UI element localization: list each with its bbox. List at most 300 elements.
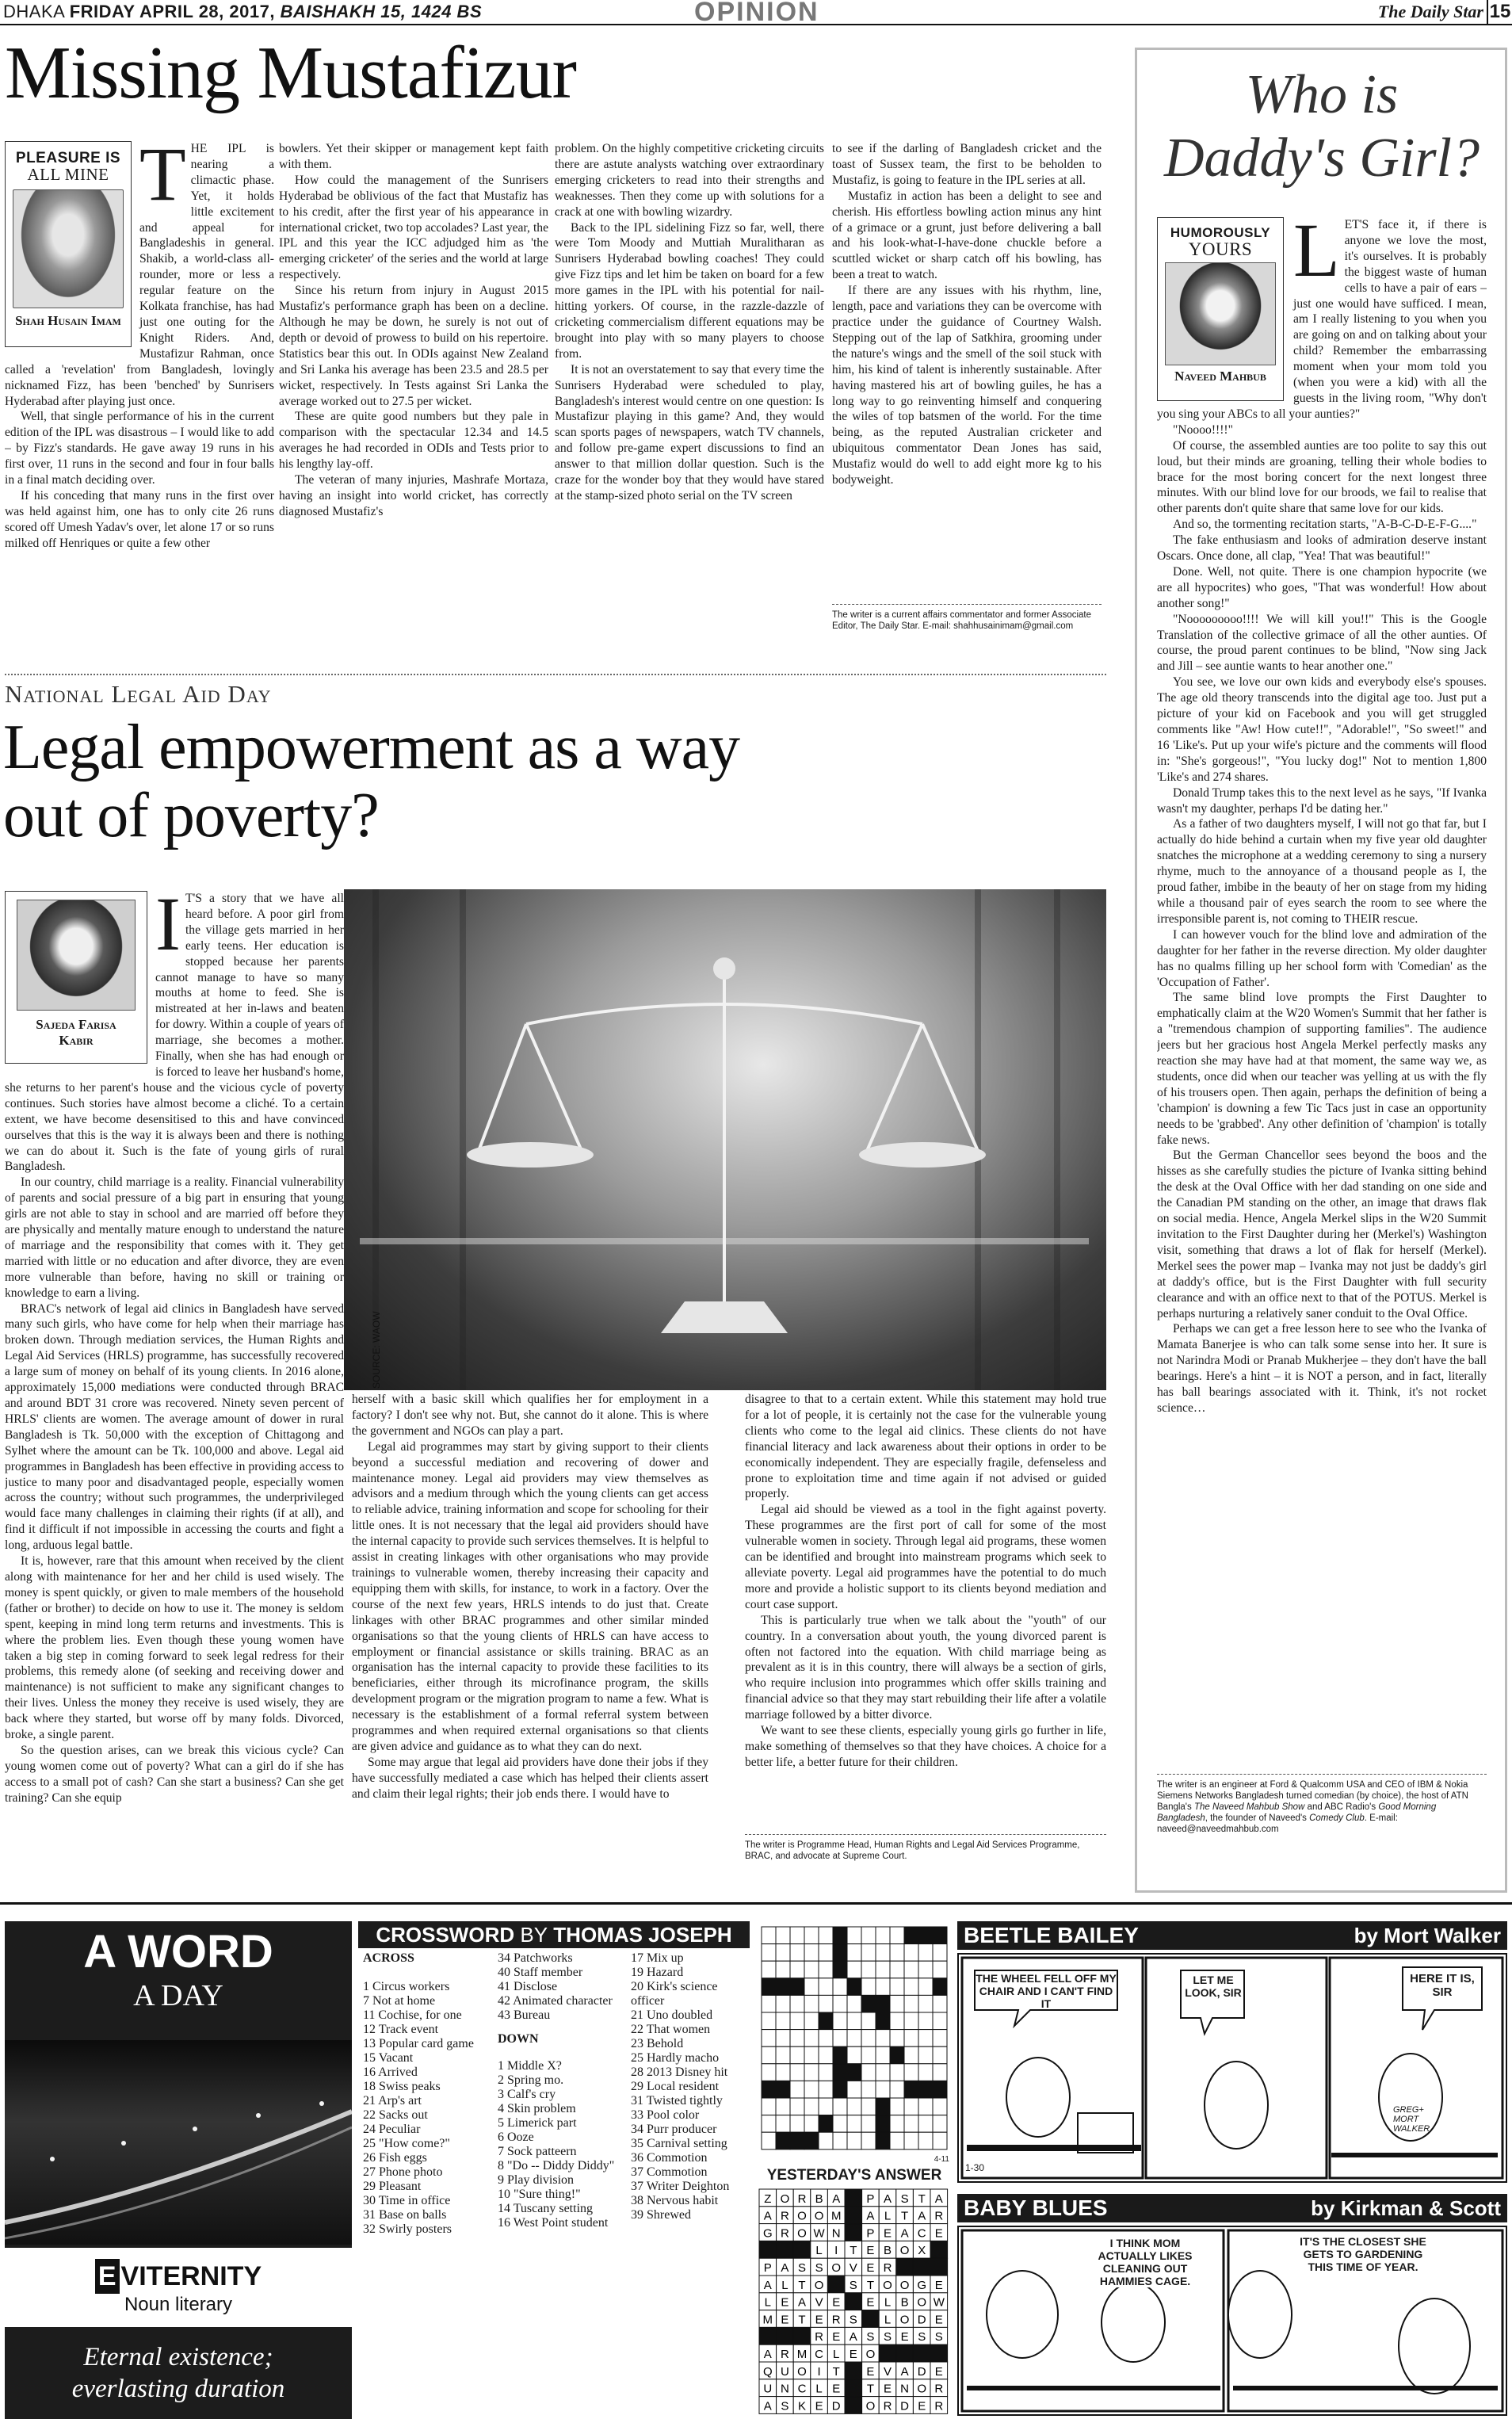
grid-cell[interactable] [904, 2064, 918, 2081]
column-tag: PLEASURE IS [15, 150, 121, 166]
answer-letter: A [900, 2364, 909, 2379]
grid-cell[interactable] [833, 1944, 847, 1962]
crossword-col3 [631, 1951, 750, 2222]
answer-letter: T [850, 2244, 857, 2258]
paragraph: The fake enthusiasm and looks of admiration deserve instant Oscars. Once done, all clap, "Yea! That was beautiful!" [1157, 533, 1487, 564]
grid-cell[interactable] [890, 1927, 904, 1944]
crossword-clue: 13 Popular card game [363, 2037, 474, 2050]
answer-letter: O [814, 2209, 824, 2223]
answer-letter: O [814, 2278, 824, 2292]
paragraph: This is particularly true when we talk about the "youth" of our country. In a conversation about youth, the young divorced parent is often not factored into the equation. With child marriage being as prevalent as it is in this country, there will always be a section of girls, who require inclusion into programmes which offer skills training and financial advice so that they may start rebuilding their life after a volatile marriage followed by a bitter divorce. [745, 1613, 1106, 1722]
grid-cell[interactable] [762, 1978, 776, 1996]
answer-cell [759, 2327, 777, 2344]
grid-cell[interactable] [804, 2098, 819, 2115]
crossword-author: THOMAS JOSEPH [553, 1923, 732, 1947]
grid-cell[interactable] [861, 2012, 876, 2030]
crossword-clue: 31 Base on balls [363, 2208, 447, 2222]
grid-cell[interactable] [876, 1944, 890, 1962]
grid-cell[interactable] [790, 2012, 804, 2030]
grid-cell[interactable] [819, 2132, 833, 2150]
grid-cell[interactable] [833, 2064, 847, 2081]
grid-cell[interactable] [790, 2064, 804, 2081]
grid-cell[interactable] [876, 2115, 890, 2133]
grid-cell[interactable] [804, 1944, 819, 1962]
grid-cell[interactable] [876, 2046, 890, 2064]
grid-cell[interactable] [933, 2081, 947, 2098]
grid-cell[interactable] [890, 2081, 904, 2098]
grid-cell[interactable] [776, 2064, 790, 2081]
crossword-clue: 1 Middle X? [498, 2059, 562, 2073]
grid-cell[interactable] [861, 1944, 876, 1962]
answer-letter: N [780, 2382, 789, 2396]
grid-cell[interactable] [904, 2081, 918, 2098]
answer-letter: S [934, 2330, 943, 2344]
grid-cell[interactable] [876, 1961, 890, 1978]
section-label: OPINION [694, 0, 819, 27]
answer-cell [930, 2241, 948, 2258]
paragraph: I can however vouch for the blind love and admiration of the daughter for her father in the reverse direction. My older daughter has no qualms filling up her school form with 'Comedian' as the 'Occupation of Father'. [1157, 927, 1487, 989]
grid-cell[interactable] [804, 2081, 819, 2098]
grid-cell[interactable] [933, 1995, 947, 2012]
grid-cell[interactable] [847, 1978, 861, 1996]
grid-cell[interactable] [790, 1944, 804, 1962]
grid-cell[interactable] [762, 2132, 776, 2150]
crossword-clue: 29 Pleasant [363, 2180, 422, 2193]
answer-letter: R [780, 2209, 789, 2223]
crossword-clue: 15 Vacant [363, 2051, 414, 2065]
grid-cell[interactable] [804, 2046, 819, 2064]
answer-letter: A [781, 2261, 789, 2275]
grid-cell[interactable] [876, 2012, 890, 2030]
answer-letter: E [883, 2382, 892, 2396]
grid-cell[interactable] [890, 2115, 904, 2133]
grid-cell[interactable] [890, 1961, 904, 1978]
grid-cell[interactable] [804, 1978, 819, 1996]
night-road-photo [5, 2040, 352, 2245]
answer-letter: A [934, 2192, 943, 2206]
article1-col4 [832, 141, 1102, 597]
grid-cell[interactable] [918, 1944, 933, 1962]
answer-letter: I [834, 2244, 838, 2258]
grid-cell[interactable] [933, 2064, 947, 2081]
answer-cell [845, 2189, 862, 2207]
grid-cell[interactable] [904, 1927, 918, 1944]
grid-cell[interactable] [861, 2064, 876, 2081]
crossword-clue: 4 Skin problem [498, 2102, 576, 2115]
grid-cell[interactable] [833, 2012, 847, 2030]
grid-cell[interactable] [933, 2046, 947, 2064]
grid-cell[interactable] [804, 2064, 819, 2081]
paragraph: disagree to that to a certain extent. While this statement may hold true for a lot of people, it is certainly not the case for the vulnerable young clients who come to the legal aid clinics. These clients do not have financial literacy and lack awareness about their options in order to be economically independent. They are especially fragile, defenseless and prone to exploitation time and time again if not advised or guided properly. [745, 1393, 1106, 1501]
grid-cell[interactable] [776, 1995, 790, 2012]
grid-cell[interactable] [876, 1927, 890, 1944]
grid-cell[interactable] [819, 1961, 833, 1978]
grid-cell[interactable] [918, 1961, 933, 1978]
answer-letter: L [764, 2295, 771, 2310]
grid-cell[interactable] [819, 1978, 833, 1996]
grid-cell[interactable] [762, 2081, 776, 2098]
grid-cell[interactable] [904, 1978, 918, 1996]
grid-cell[interactable] [861, 2098, 876, 2115]
grid-cell[interactable] [890, 2012, 904, 2030]
answer-letter: E [934, 2364, 943, 2379]
grid-cell[interactable] [861, 2132, 876, 2150]
answer-letter: N [831, 2226, 841, 2241]
answer-letter: O [917, 2382, 927, 2396]
crossword-clue: 16 Arrived [363, 2066, 418, 2079]
answer-letter: A [918, 2209, 926, 2223]
crossword-grid-svg [758, 1923, 951, 2161]
grid-cell[interactable] [933, 1944, 947, 1962]
paragraph: The same blind love prompts the First Daughter to emphatically claim at the W20 Women's Summit that her father is a "tremendous champion of supporting families". The audience jeers but her gracious host Angela Merkel perfectly masks any reaction she may have had at that moment, the same way we, as students, once did when our teacher was yelling at us with the fly of his trousers open. Then again, perhaps the definition of being a 'champion' is downing a few Tic Tacs just in case an opportunity needs to be 'grabbed'. Any other definition of 'champion' is totally fake news. [1157, 991, 1487, 1147]
grid-cell[interactable] [847, 2012, 861, 2030]
answer-letter: M [830, 2209, 842, 2223]
grid-cell[interactable] [933, 2115, 947, 2133]
grid-cell[interactable] [933, 2098, 947, 2115]
answer-letter: U [780, 2364, 789, 2379]
crossword-clue: 21 Arp's art [363, 2094, 422, 2108]
grid-cell[interactable] [847, 2046, 861, 2064]
answer-letter: R [934, 2382, 944, 2396]
grid-cell[interactable] [847, 2115, 861, 2133]
grid-cell[interactable] [918, 2132, 933, 2150]
grid-cell[interactable] [904, 1995, 918, 2012]
grid-cell[interactable] [876, 2098, 890, 2115]
grid-cell[interactable] [776, 2115, 790, 2133]
answer-letter: G [917, 2278, 927, 2292]
grid-cell[interactable] [847, 2064, 861, 2081]
answer-letter: L [833, 2348, 840, 2361]
grid-cell[interactable] [933, 2012, 947, 2030]
paragraph: "Nooooooooo!!!! We will kill you!!" This is the Google Translation of the collective grimace of all the other aunties. Of course, the proud parent continues to be blind, "Now sing Jack and Jill – see auntie wants to hear another one." [1157, 612, 1487, 674]
bangla-date-label: BAISHAKH 15, 1424 BS [280, 2, 483, 21]
word-initial: E [95, 2259, 120, 2294]
grid-cell[interactable] [861, 1927, 876, 1944]
answer-letter: L [884, 2295, 892, 2310]
grid-cell[interactable] [918, 1995, 933, 2012]
divider [5, 674, 1106, 675]
grid-cell[interactable] [776, 1944, 790, 1962]
grid-cell[interactable] [904, 2012, 918, 2030]
paragraph: ET'S face it, if there is anyone we love the most, it's ourselves. It is probably the biggest waste of human cells to have a pair of ears – just one would have sufficed. I mean, am I really listening to you when you are going on and on talking about your child? Remember the embarrassing moment when your mom told you (when you were a kid) with all the guests in the living room, "Why don't you sing your ABCs to all your aunties?" [1157, 218, 1487, 421]
grid-cell[interactable] [890, 2030, 904, 2047]
grid-cell[interactable] [776, 1961, 790, 1978]
grid-cell[interactable] [918, 2064, 933, 2081]
grid-cell[interactable] [918, 2115, 933, 2133]
grid-cell[interactable] [833, 2081, 847, 2098]
grid-cell[interactable] [890, 1944, 904, 1962]
grid-cell[interactable] [890, 2064, 904, 2081]
grid-cell[interactable] [861, 1961, 876, 1978]
grid-cell[interactable] [762, 2030, 776, 2047]
answer-letter: S [849, 2313, 857, 2327]
grid-cell[interactable] [804, 2132, 819, 2150]
grid-cell[interactable] [833, 1978, 847, 1996]
answer-letter: O [780, 2192, 790, 2206]
grid-cell[interactable] [890, 2132, 904, 2150]
grid-cell[interactable] [847, 2098, 861, 2115]
grid-cell[interactable] [790, 2115, 804, 2133]
grid-cell[interactable] [790, 2098, 804, 2115]
grid-cell[interactable] [918, 2012, 933, 2030]
crossword-clue: 28 2013 Disney hit [631, 2066, 728, 2079]
definition-line: Eternal existence; [83, 2343, 273, 2371]
grid-cell[interactable] [790, 2046, 804, 2064]
answer-letter: S [918, 2330, 926, 2344]
grid-cell[interactable] [890, 1995, 904, 2012]
grid-cell[interactable] [904, 2098, 918, 2115]
grid-cell[interactable] [861, 2081, 876, 2098]
grid-cell[interactable] [790, 1978, 804, 1996]
crossword-clue: 35 Carnival setting [631, 2137, 727, 2150]
grid-cell[interactable] [918, 2081, 933, 2098]
grid-cell[interactable] [790, 2081, 804, 2098]
grid-cell[interactable] [776, 2030, 790, 2047]
answer-cell [896, 2258, 914, 2276]
page-number: 15 [1487, 0, 1512, 25]
grid-cell[interactable] [904, 2132, 918, 2150]
answer-cell [879, 2344, 896, 2362]
grid-cell[interactable] [904, 2046, 918, 2064]
grid-cell[interactable] [776, 2132, 790, 2150]
answer-letter: R [797, 2192, 807, 2206]
grid-cell[interactable] [861, 1995, 876, 2012]
grid-cell[interactable] [819, 2064, 833, 2081]
answer-letter: A [866, 2209, 875, 2223]
answer-letter: R [815, 2330, 824, 2344]
grid-cell[interactable] [804, 2012, 819, 2030]
grid-cell[interactable] [847, 2132, 861, 2150]
grid-cell[interactable] [762, 1927, 776, 1944]
grid-cell[interactable] [762, 2064, 776, 2081]
answer-letter: E [918, 2399, 926, 2413]
grid-cell[interactable] [804, 2030, 819, 2047]
yesterday-answer-grid [758, 2188, 951, 2417]
crossword-title-bar [358, 1921, 750, 1948]
answer-letter: S [815, 2261, 823, 2275]
scales-illustration [344, 889, 1106, 1390]
answer-letter: T [901, 2209, 909, 2223]
answer-letter: O [797, 2364, 807, 2379]
grid-cell[interactable] [776, 2012, 790, 2030]
crossword-clue: 7 Not at home [363, 1994, 436, 2008]
grid-cell[interactable] [847, 1927, 861, 1944]
answer-letter: O [883, 2278, 892, 2292]
grid-cell[interactable] [833, 2046, 847, 2064]
grid-cell[interactable] [804, 1961, 819, 1978]
paragraph: Legal aid programmes may start by giving support to their clients beyond a successful mediation and recovering of dower and maintenance money. Legal aid providers may view themselves as advisors and a medium through which the young clients can get access to reliable advice, training information and scope for schooling for their little ones. It is not necessary that the legal aid providers should have the internal capacity to provide such services themselves. It is helpful to assist in creating linkages with other organisations who may provide trainings to vulnerable women, thereby increasing their capacity and equipping them with skills, for instance, to work in a factory. Over the course of the next few years, HRLS intends to do just that. Create linkages with other BRAC programmes and other similar minded organisations so that the young clients of HRLS can have access to employment or financial assistance or skills training. BRAC as an organisation has the internal capacity to provide these facilities to its beneficiaries, either through its microfinance program, the skills development program or the migration program to name a few. What is necessary is the establishment of a formal referral system between programmes and when required external organisations so that clients are given advice and guidance as to what they can do next. [352, 1439, 708, 1753]
headline-line: Legal empowerment as a way [3, 713, 740, 782]
dropcap: I [155, 891, 181, 966]
grid-cell[interactable] [762, 1995, 776, 2012]
grid-cell[interactable] [819, 1995, 833, 2012]
comic-author: by Kirkman & Scott [1311, 2196, 1501, 2220]
grid-cell[interactable] [918, 1927, 933, 1944]
column-tag: HUMOROUSLY [1170, 225, 1271, 240]
answer-letter: E [934, 2313, 943, 2327]
grid-cell[interactable] [876, 2081, 890, 2098]
answer-letter: L [884, 2209, 892, 2223]
grid-cell[interactable] [762, 2115, 776, 2133]
grid-cell[interactable] [762, 1961, 776, 1978]
grid-cell[interactable] [804, 1927, 819, 1944]
grid-cell[interactable] [861, 1978, 876, 1996]
grid-cell[interactable] [776, 2081, 790, 2098]
headline-line: Who is [1245, 64, 1399, 125]
grid-cell[interactable] [904, 2030, 918, 2047]
answer-letter: A [900, 2226, 909, 2241]
grid-cell[interactable] [804, 1995, 819, 2012]
crossword-clue: 18 Swiss peaks [363, 2080, 441, 2093]
answer-letter: S [866, 2330, 875, 2344]
sidebar-headline [1141, 63, 1502, 190]
answer-cell [913, 2258, 930, 2276]
grid-cell[interactable] [890, 2046, 904, 2064]
answer-letter: R [780, 2226, 789, 2241]
grid-cell[interactable] [762, 1944, 776, 1962]
grid-cell[interactable] [819, 2030, 833, 2047]
grid-cell[interactable] [762, 2012, 776, 2030]
grid-cell[interactable] [876, 1978, 890, 1996]
grid-cell[interactable] [833, 2115, 847, 2133]
grid-cell[interactable] [904, 2115, 918, 2133]
grid-cell[interactable] [904, 1961, 918, 1978]
byline-spacer [5, 141, 139, 349]
grid-cell[interactable] [790, 2030, 804, 2047]
grid-cell[interactable] [790, 2132, 804, 2150]
answer-letter: A [849, 2330, 857, 2344]
grid-cell[interactable] [833, 2098, 847, 2115]
answer-letter: O [865, 2348, 876, 2361]
headline-line: out of poverty? [3, 781, 379, 850]
paragraph: In our country, child marriage is a reality. Financial vulnerability of parents and social pressure of a big part in ensuring that young girls are not able to stay in school and are married off before they are physically and mentally mature enough to understand the nature of marriage and the responsibility that comes with it. They get married with little or no education and after divorce, they are even more vulnerable than before, having no skill or training or knowledge to earn a living. [5, 1175, 344, 1300]
answer-letter: E [781, 2313, 789, 2327]
footnote-show: The Naveed Mahbub Show [1193, 1802, 1305, 1812]
answer-letter: P [866, 2226, 875, 2241]
grid-cell[interactable] [790, 1995, 804, 2012]
answer-letter: E [866, 2364, 875, 2379]
paragraph: Done. Well, not quite. There is one champion hypocrite (we are all hypocrites) who goes, "That was wonderful! How about another song!" [1157, 564, 1487, 610]
answer-letter: O [865, 2399, 876, 2413]
grid-cell[interactable] [833, 1995, 847, 2012]
article1-headline: Missing Mustafizur [5, 32, 576, 114]
answer-cell [862, 2310, 880, 2328]
comic-title: BABY BLUES [964, 2195, 1108, 2220]
article2-kicker: National Legal Aid Day [5, 680, 272, 708]
paragraph: You see, we love our own kids and everybody else's spouses. The age old theory transcends into the digital age too. Just put a picture of your kid on Facebook and you will get struggled comments like "Aw! How cute!!", "Adorable!", "So sweet!" and 16 'Like's. Put up your wife's picture and the comments will flood in: "She's gorgeous!", "You lucky dog!" Not to mention 1,800 'Like's and 274 shares. [1157, 675, 1487, 784]
grid-cell[interactable] [890, 1978, 904, 1996]
photo-credit: SOURCE: WAOW [371, 1311, 382, 1389]
grid-cell[interactable] [847, 1995, 861, 2012]
column-tag-sub: YOURS [1188, 239, 1253, 259]
answer-letter: T [798, 2313, 806, 2327]
grid-cell[interactable] [933, 1961, 947, 1978]
grid-cell[interactable] [861, 2030, 876, 2047]
grid-cell[interactable] [819, 2012, 833, 2030]
grid-cell[interactable] [847, 1944, 861, 1962]
crossword-clue: 9 Play division [498, 2173, 575, 2187]
grid-cell[interactable] [847, 1961, 861, 1978]
word-entry [5, 2248, 352, 2327]
grid-cell[interactable] [933, 1927, 947, 1944]
crossword-clue: 22 That women [631, 2023, 711, 2036]
crossword-clue: 12 Track event [363, 2023, 439, 2036]
grid-cell[interactable] [890, 2098, 904, 2115]
grid-cell[interactable] [918, 2098, 933, 2115]
grid-cell[interactable] [819, 1944, 833, 1962]
grid-cell[interactable] [933, 2030, 947, 2047]
answer-letter: M [762, 2313, 773, 2327]
grid-cell[interactable] [918, 1978, 933, 1996]
crossword-clue: 42 Animated character [498, 1994, 613, 2008]
grid-cell[interactable] [819, 2098, 833, 2115]
grid-cell[interactable] [933, 1978, 947, 1996]
grid-cell[interactable] [790, 1961, 804, 1978]
word-headword [5, 2248, 352, 2294]
answer-letter: A [832, 2192, 841, 2206]
grid-cell[interactable] [819, 1927, 833, 1944]
grid-cell[interactable] [904, 1944, 918, 1962]
crossword-clue: 24 Peculiar [363, 2123, 421, 2136]
grid-cell[interactable] [833, 2132, 847, 2150]
byline-spacer [1157, 217, 1293, 404]
grid-cell[interactable] [776, 1927, 790, 1944]
answer-letter: A [763, 2348, 772, 2361]
grid-cell[interactable] [776, 2046, 790, 2064]
answer-letter: O [797, 2209, 807, 2223]
paragraph: So the question arises, can we break this vicious cycle? Can young women come out of poverty? What can a girl do if she has access to a small pot of cash? Can she start a business? Can she get training? Can she equip [5, 1743, 344, 1805]
answer-letter: E [866, 2295, 875, 2310]
grid-cell[interactable] [819, 2046, 833, 2064]
grid-cell[interactable] [762, 2098, 776, 2115]
page-header [0, 0, 1512, 25]
article2-footnote: The writer is Programme Head, Human Rights and Legal Aid Services Programme, BRAC, and advocate at Supreme Court. [745, 1834, 1106, 1862]
answer-cell [845, 2397, 862, 2414]
grid-cell[interactable] [790, 1927, 804, 1944]
answer-letter: E [832, 2330, 841, 2344]
crossword-grid[interactable] [758, 1923, 951, 2164]
grid-cell[interactable] [861, 2115, 876, 2133]
grid-cell[interactable] [918, 2030, 933, 2047]
paragraph: But the German Chancellor sees beyond the boos and the hisses as she carefully studies the picture of Ivanka sitting behind the desk at the Oval Office with her dad standing on one side and the Canadian PM standing on the other, an image that draws flak on social media. Hence, Angela Merkel slips in the W20 Summit invitation to the First Daughter during her (Merkel's) Washington visit, something that draws a lot of flak for herself (Merkel). Merkel sees the power map – Ivanka may not just be daddy's girl at daddy's office, but is the First Daughter with full security clearance and with an office next to that of the POTUS. Merkel is perhaps nurturing a relatively saner conduit to the Oval Office. [1157, 1148, 1487, 1320]
grid-cell[interactable] [876, 2064, 890, 2081]
grid-cell[interactable] [918, 2046, 933, 2064]
grid-cell[interactable] [804, 2115, 819, 2133]
grid-cell[interactable] [861, 2046, 876, 2064]
paragraph: It is, however, rare that this amount when received by the client along with maintenance for her and her child is used wisely. The money is spent quickly, or given to male members of the household (father or brother) to decide on how to use it. The money is seldom spent, keeping in mind long term returns and investments. This is where the problem lies. Even though these young women have taken a big step in coming forward to seek legal redress for their problems, this remedy alone (of seeking and receiving dower and maintenance) is not sufficient to make any significant changes to their lives. Unless the money they receive is used wisely, they are back where they started, but worse off by many folds. Divorced, broke, a single parent. [5, 1554, 344, 1742]
grid-cell[interactable] [933, 2132, 947, 2150]
grid-cell[interactable] [833, 1961, 847, 1978]
grid-cell[interactable] [833, 1927, 847, 1944]
author-name-line: Kabir [59, 1033, 94, 1048]
definition-line: everlasting duration [71, 2375, 285, 2403]
grid-cell[interactable] [876, 1995, 890, 2012]
grid-cell[interactable] [819, 2115, 833, 2133]
grid-cell[interactable] [847, 2030, 861, 2047]
grid-cell[interactable] [833, 2030, 847, 2047]
grid-cell[interactable] [776, 2098, 790, 2115]
answer-cell [777, 2327, 794, 2344]
grid-cell[interactable] [776, 1978, 790, 1996]
paragraph: to see if the darling of Bangladesh cricket and the toast of Sussex team, the first to be beholden to Mustafiz, is going to feature in the IPL series at all. [832, 142, 1102, 187]
grid-cell[interactable] [876, 2132, 890, 2150]
grid-cell[interactable] [876, 2030, 890, 2047]
grid-cell[interactable] [762, 2046, 776, 2064]
article1-col2 [279, 141, 548, 688]
grid-cell[interactable] [819, 2081, 833, 2098]
grid-cell[interactable] [847, 2081, 861, 2098]
crossword-clue: 34 Patchworks [498, 1951, 573, 1965]
